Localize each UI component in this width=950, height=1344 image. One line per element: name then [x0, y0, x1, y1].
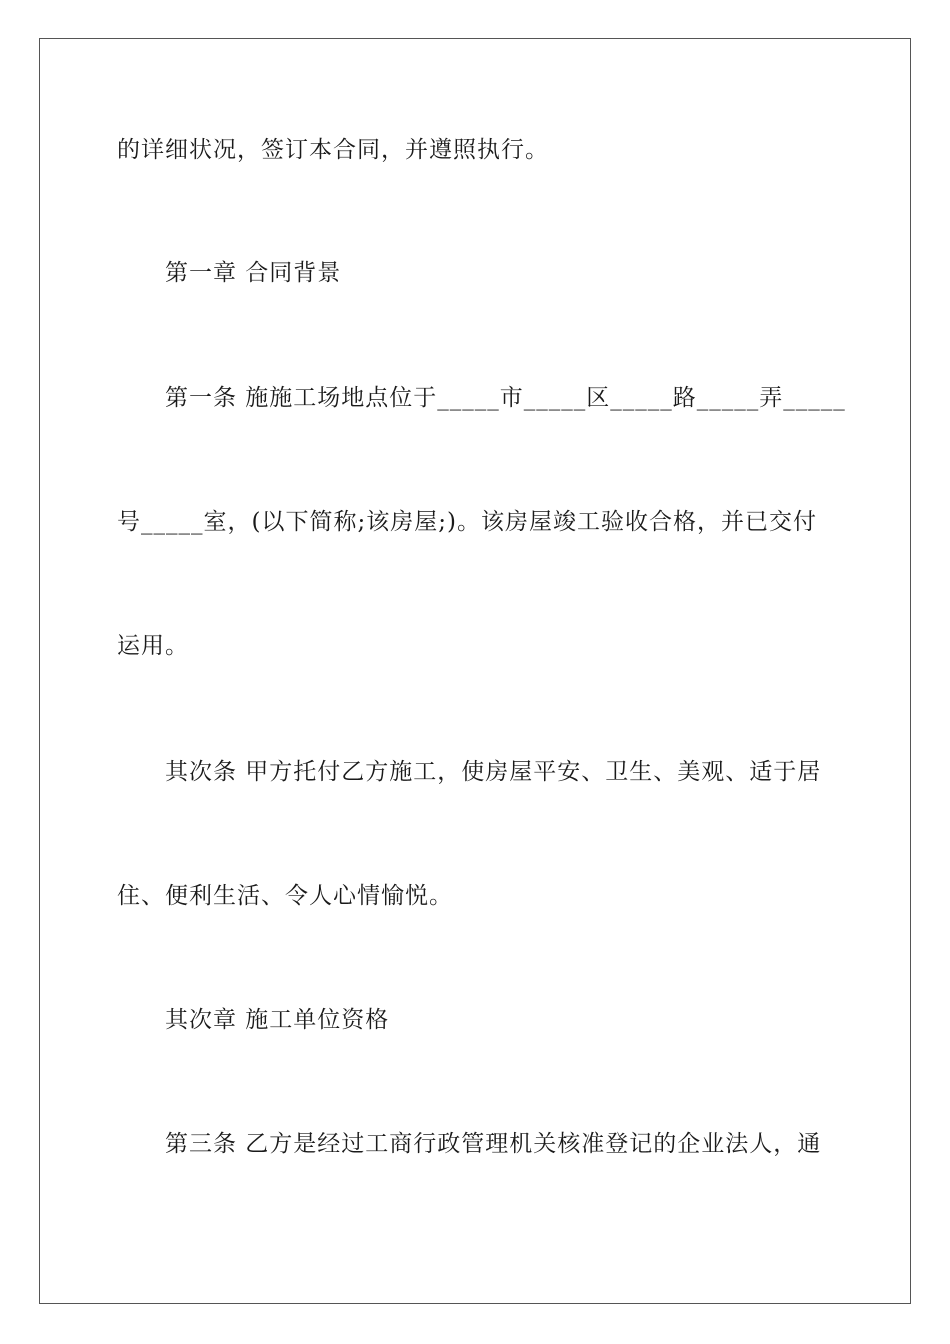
- page-border: [39, 38, 911, 1304]
- article-one-line-3: 运用。: [117, 633, 189, 659]
- article-one-line-1: 第一条 施施工场地点位于_____市_____区_____路_____弄_____: [165, 385, 846, 411]
- paragraph-continuation: 的详细状况，签订本合同，并遵照执行。: [117, 137, 549, 163]
- article-three-line-1: 第三条 乙方是经过工商行政管理机关核准登记的企业法人，通: [165, 1131, 822, 1157]
- article-one-line-2: 号_____室，(以下简称;该房屋;)。该房屋竣工验收合格，并已交付: [117, 509, 817, 535]
- article-two-line-1: 其次条 甲方托付乙方施工，使房屋平安、卫生、美观、适于居: [165, 759, 822, 785]
- chapter-one-heading: 第一章 合同背景: [165, 260, 342, 286]
- article-two-line-2: 住、便利生活、令人心情愉悦。: [117, 883, 453, 909]
- chapter-two-heading: 其次章 施工单位资格: [165, 1007, 390, 1033]
